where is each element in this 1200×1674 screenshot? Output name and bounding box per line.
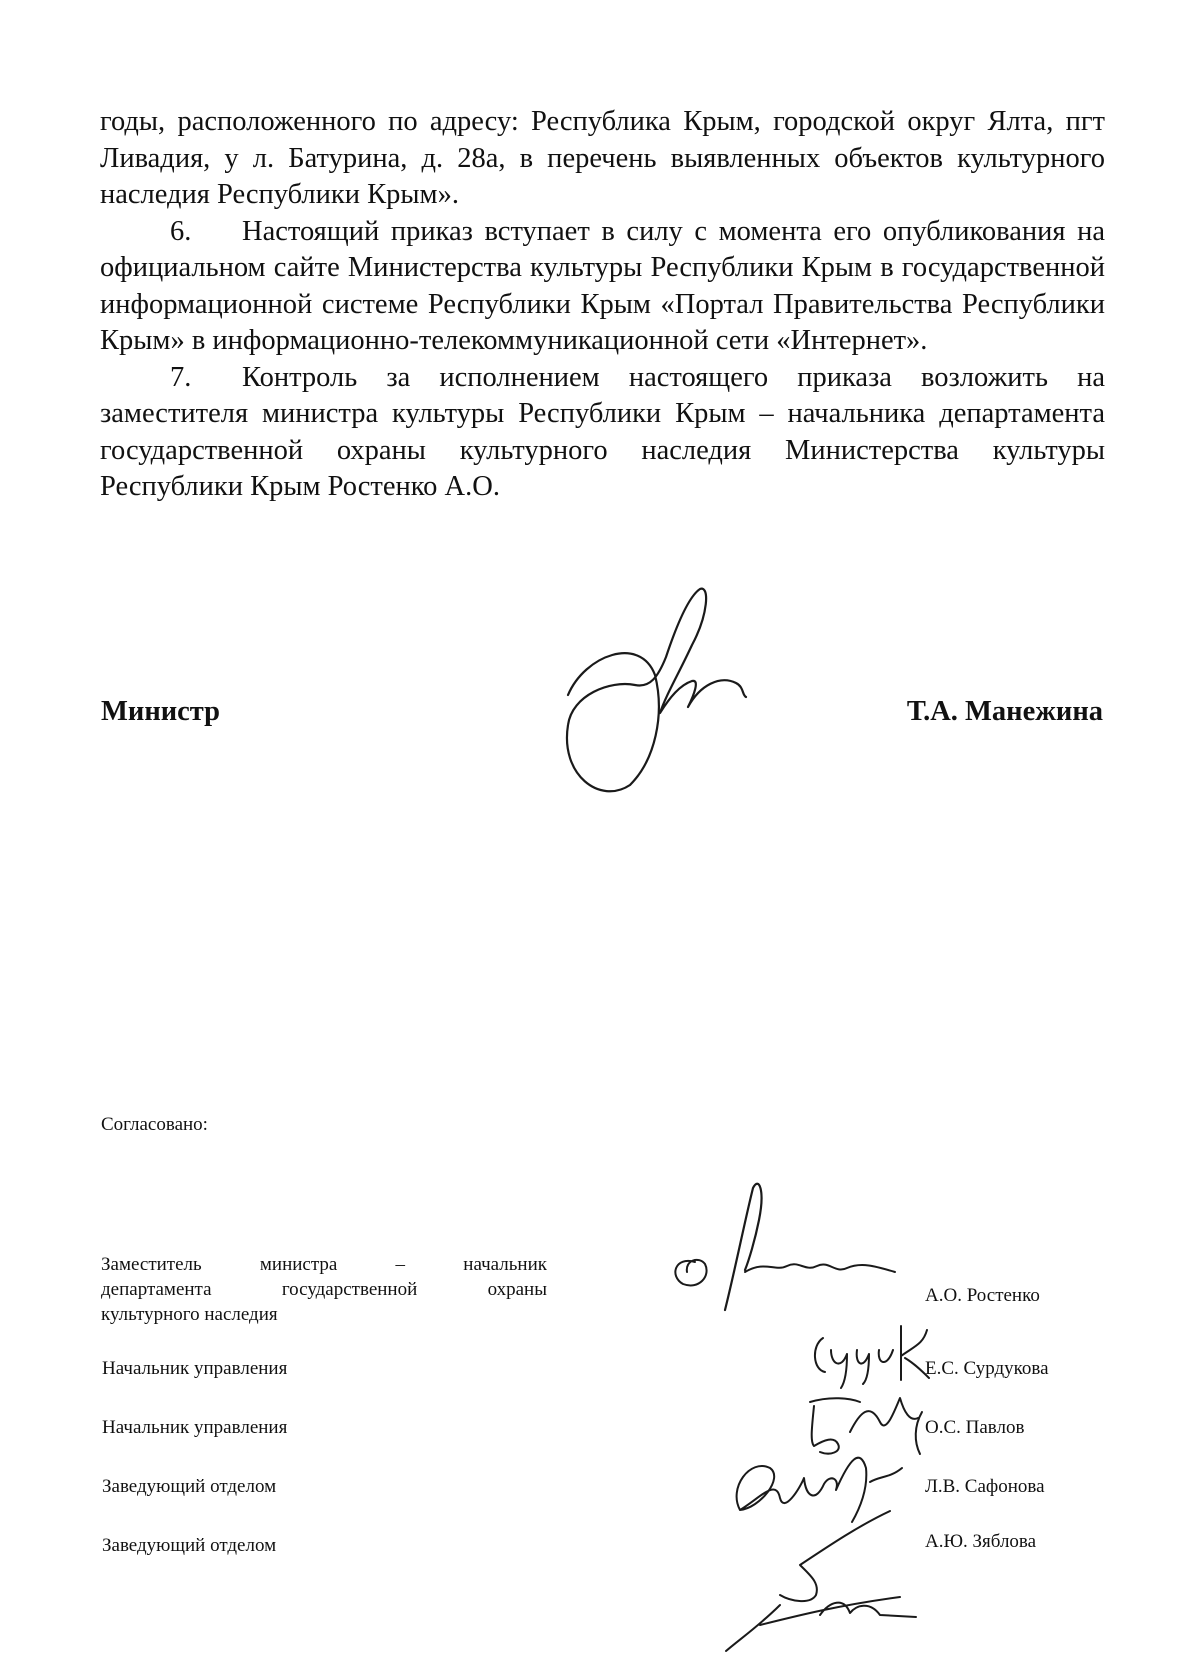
approver-name: А.О. Ростенко <box>925 1285 1040 1306</box>
approver-position: Заведующий отделом <box>102 1535 277 1556</box>
approver-name: Е.С. Сурдукова <box>925 1358 1049 1379</box>
approver-position: Начальник управления <box>102 1417 288 1438</box>
item-number: 6. <box>170 215 192 247</box>
approver-name: Л.В. Сафонова <box>925 1476 1045 1497</box>
approver-name: О.С. Павлов <box>925 1417 1025 1438</box>
deputy-line: Заместитель министра – начальник <box>101 1254 547 1275</box>
item-number: 7. <box>170 361 192 393</box>
approver-name: А.Ю. Зяблова <box>925 1531 1037 1552</box>
deputy-line: департамента государственной охраны <box>101 1279 547 1300</box>
minister-signature <box>560 585 750 805</box>
approver-signature <box>720 1505 920 1655</box>
approver-signature <box>805 1320 935 1390</box>
signer-name: Т.А. Манежина <box>906 696 1103 727</box>
paragraph-item-6 <box>100 214 1105 360</box>
approver-position: Начальник управления <box>102 1358 288 1379</box>
approval-heading: Согласовано: <box>101 1114 208 1135</box>
paragraph-item-7 <box>100 360 1105 506</box>
document-body <box>100 104 1105 506</box>
item-text: Контроль за исполнением настоящего приказа возложить на заместителя министра культуры Республики Крым – начальника департамента государственной охраны культурного наследия Министерства культуры Республики Крым Ростенко А.О. <box>100 361 1105 502</box>
deputy-line: культурного наследия <box>101 1304 278 1325</box>
item-text: Настоящий приказ вступает в силу с момента его опубликования на официальном сайте Министерства культуры Республики Крым в государственной информационной системе Республики Крым «Портал Правительства Республики Крым» в информационно-телекоммуникационной сети «Интернет». <box>100 215 1105 356</box>
signer-title: Министр <box>101 696 221 727</box>
approver-signature <box>665 1180 925 1330</box>
approver-position: Заведующий отделом <box>102 1476 277 1497</box>
paragraph-intro: годы, расположенного по адресу: Республика Крым, городской округ Ялта, пгт Ливадия, у л. Батурина, д. 28а, в перечень выявленных объектов культурного наследия Республики Крым». <box>100 106 1105 210</box>
deputy-position <box>101 1252 547 1327</box>
